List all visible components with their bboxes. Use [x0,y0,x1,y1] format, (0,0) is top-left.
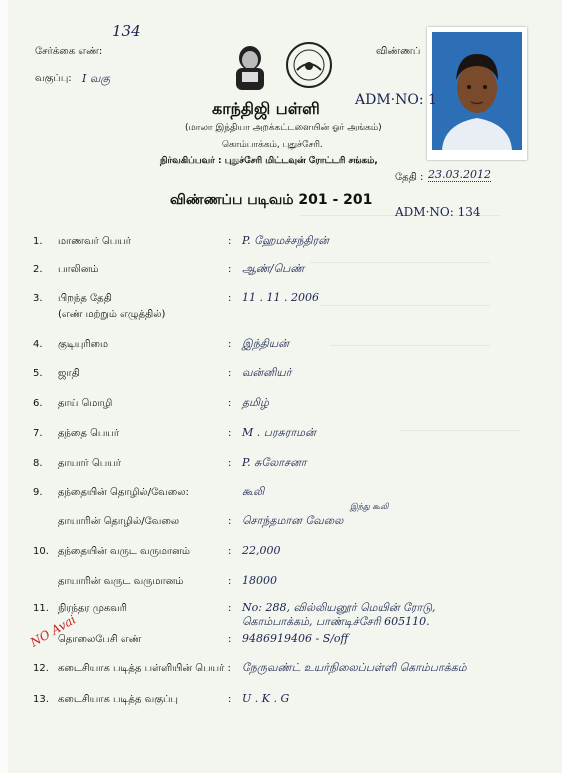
management-line: நிர்வகிப்பவர் : புதுச்சேரி மிட்டவுன் ரோட்டரி சங்கம், [160,156,378,166]
field-value: 9486919406 - S/off [242,632,349,645]
field-number: 7. [33,428,43,439]
field-value: தமிழ் [242,396,269,409]
field-label: தாயார் பெயர் [58,458,121,469]
field-colon: : [228,264,232,275]
student-portrait [432,32,522,150]
field-number: 1. [33,236,43,247]
adm-no-form: ADM·NO: 134 [395,205,481,219]
field-number: 13. [33,694,49,705]
field-number: 8. [33,458,43,469]
bleed-line [320,305,490,306]
field-value: M . பரசுராமன் [242,426,316,439]
field-number: 6. [33,398,43,409]
field-colon: : [228,339,232,350]
bleed-line [310,262,490,263]
field-value: இந்தியன் [242,337,289,350]
field-value: ஆண்/பெண் [242,262,305,275]
field-number: 2. [33,264,43,275]
field-label: தாய் மொழி [58,398,113,409]
field-colon: : [228,516,232,527]
field-colon: : [228,576,232,587]
field-number: 9. [33,487,43,498]
bleed-line [330,345,490,346]
field-label: கடைசியாக படித்த பள்ளியின் பெயர் : [58,663,231,674]
student-photo [427,27,527,160]
field-value: 22,000 [242,544,281,557]
field-number: 12. [33,663,49,674]
field-label: பாலினம் [58,264,99,275]
field-label: நிரந்தர முகவரி [58,603,127,614]
field-label: தொலைபேசி எண் [58,634,142,645]
field-colon: : [228,546,232,557]
form-title: விண்ணப்ப படிவம் 201 - 201 [170,192,373,208]
admission-label: சேர்க்கை எண்: [35,46,103,57]
date-value: 23.03.2012 [428,168,491,181]
field-colon: : [228,398,232,409]
adm-no-header: ADM·NO: 1 [355,92,437,108]
field-colon: : [228,458,232,469]
field-label: குடியுரிமை [58,339,109,350]
field-value: 18000 [242,574,277,587]
field-handwritten-note: இந்து கூலி [350,502,389,511]
field-colon: : [228,603,232,614]
address-line: கொம்பாக்கம், புதுச்சேரி. [222,140,323,150]
bleed-line [400,430,520,431]
field-value: நேருவண்ட் உயர்நிலைப்பள்ளி கொம்பாக்கம் [242,661,467,674]
field-value: U . K . G [242,692,290,705]
field-number: 11. [33,603,49,614]
field-colon: : [228,694,232,705]
scan-edge [0,0,8,773]
field-value: கூலி [242,485,265,498]
field-colon: : [228,368,232,379]
field-label: ஜாதி [58,368,80,379]
field-colon: : [228,634,232,645]
field-label: தந்தையின் வருட வருமானம் [58,546,190,557]
field-colon: : [228,428,232,439]
field-value: P. ஹேமச்சந்திரன் [242,234,329,247]
margin-note: NO Avai [27,612,79,650]
application-label: விண்ணப் [376,46,421,57]
gandhi-emblem [228,44,272,94]
field-value: சொந்தமான வேலை [242,514,344,527]
field-value: 11 . 11 . 2006 [242,291,319,304]
field-label: தாயாரின் வருட வருமானம் [58,576,184,587]
field-number: 5. [33,368,43,379]
class-value: I வகு [82,72,111,85]
class-label: வகுப்பு: [35,73,72,84]
date-label: தேதி : [395,172,424,183]
field-colon: : [228,293,232,304]
field-label-secondary: (எண் மற்றும் எழுத்தில்) [58,309,166,320]
field-value: வன்னியர் [242,366,292,379]
field-label: பிறந்த தேதி [58,293,112,304]
school-seal [284,40,334,92]
field-value-line2: கொம்பாக்கம், பாண்டிச்சேரி 605110. [242,615,430,628]
school-name: காந்திஜி பள்ளி [212,99,320,118]
trust-line: (மாலா இந்தியா அறக்கட்டளையின் ஓர் அங்கம்) [185,123,382,133]
field-value: P. சுலோசனா [242,456,307,469]
field-colon: : [228,236,232,247]
field-number: 4. [33,339,43,350]
field-label: தந்தையின் தொழில்/வேலை: [58,487,189,498]
field-label: தாயாரின் தொழில்/வேலை [58,516,180,527]
field-label: கடைசியாக படித்த வகுப்பு [58,694,178,705]
field-number: 3. [33,293,43,304]
field-number: 10. [33,546,49,557]
field-label: தந்தை பெயர் [58,428,120,439]
field-value: No: 288, வில்லியனூர் மெயின் ரோடு, [242,601,436,614]
field-label: மாணவர் பெயர் [58,236,131,247]
top-left-mark: 134 [112,22,141,40]
